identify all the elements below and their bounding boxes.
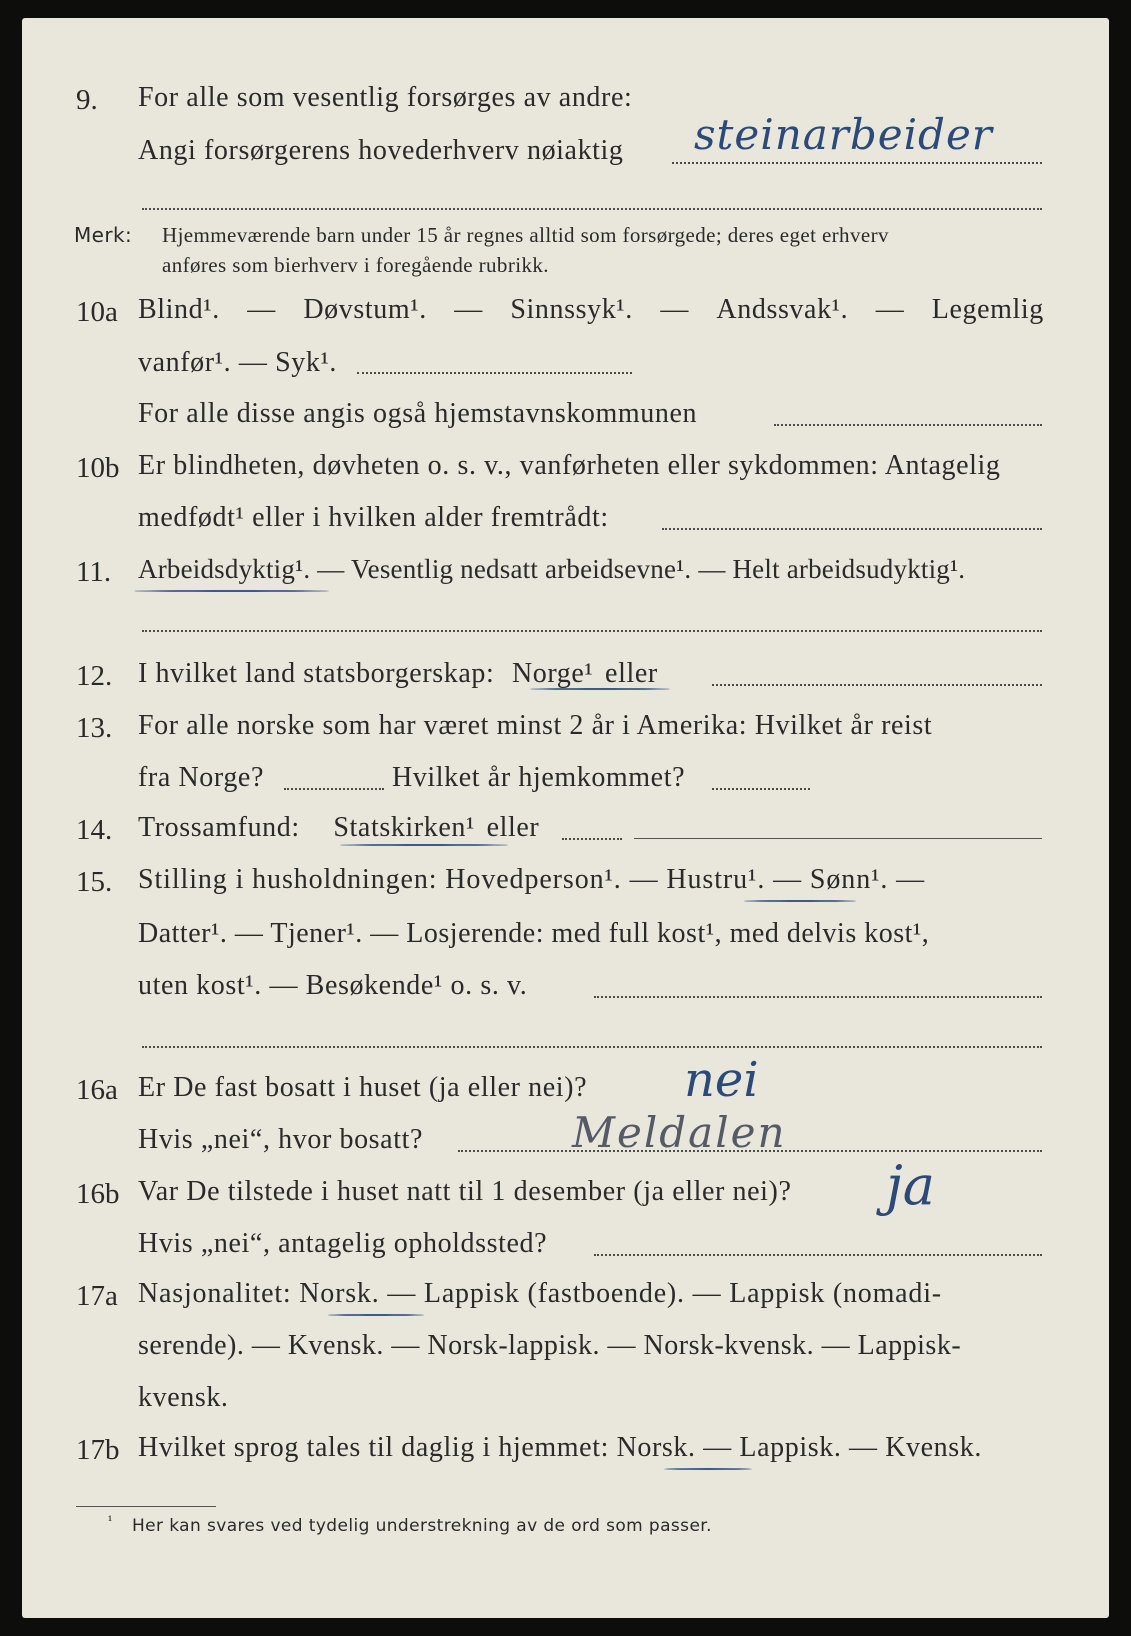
q12-option-norge: Norge¹ [511, 658, 594, 689]
q16b-handwritten-answer1: ja [886, 1154, 935, 1217]
q16a-handwritten-answer2: Meldalen [572, 1108, 787, 1157]
question-number: 17b [76, 1434, 120, 1466]
q10a-word: Sinnssyk¹. [510, 294, 633, 325]
q13-line1: For alle norske som har været minst 2 år i Amerika: Hvilket år reist [138, 710, 933, 741]
q17a-line1: Nasjonalitet: Norsk. — Lappisk (fastboende). — Lappisk (nomadi- [138, 1278, 942, 1309]
answer-line [142, 630, 1042, 632]
handwritten-underline [328, 1314, 424, 1316]
question-number: 10b [76, 452, 120, 484]
q15-line3: uten kost¹. — Besøkende¹ o. s. v. [138, 970, 528, 1001]
q16a-line1: Er De fast bosatt i huset (ja eller nei)? [138, 1072, 588, 1103]
q14-question: Trossamfund: [138, 812, 300, 843]
q10a-word: Legemlig [931, 294, 1044, 325]
answer-line [357, 372, 632, 374]
q14-option-statskirken: Statskirken¹ [333, 812, 475, 843]
question-number: 12. [76, 660, 113, 692]
footnote-mark: ¹ [108, 1514, 113, 1529]
footnote-text: Her kan svares ved tydelig understrekning av de ord som passer. [132, 1516, 712, 1536]
q10a-line3: For alle disse angis også hjemstavnskommunen [138, 398, 698, 429]
handwritten-underline [530, 688, 670, 690]
question-number: 10a [76, 296, 118, 328]
answer-line [712, 788, 810, 790]
answer-line [284, 788, 384, 790]
answer-line [594, 996, 1042, 998]
q10a-word: Andssvak¹. [716, 294, 849, 325]
q17b-line1: Hvilket sprog tales til daglig i hjemmet: Norsk. — Lappisk. — Kvensk. [138, 1432, 982, 1463]
q12-line [138, 658, 658, 690]
answer-line [672, 162, 1042, 164]
q12-question: I hvilket land statsborgerskap: [138, 658, 495, 689]
q15-line1: Stilling i husholdningen: Hovedperson¹. — Hustru¹. — Sønn¹. — [138, 864, 926, 895]
q10a-word: — [875, 294, 905, 325]
q13-line2b: Hvilket år hjemkommet? [392, 762, 686, 793]
handwritten-underline [134, 590, 329, 592]
answer-line [562, 838, 622, 840]
q10a-word: Døvstum¹. [303, 294, 427, 325]
question-number: 9. [76, 84, 98, 116]
q10a-word: — [247, 294, 276, 325]
q10b-line1: Er blindheten, døvheten o. s. v., vanførheten eller sykdommen: Antagelig [138, 450, 1001, 481]
q16b-line1: Var De tilstede i huset natt til 1 desember (ja eller nei)? [138, 1176, 792, 1207]
q14-eller: eller [486, 812, 540, 843]
merk-line1: Hjemmeværende barn under 15 år regnes alltid som forsørgede; deres eget erhverv [162, 223, 889, 247]
q10a-line2: vanfør¹. — Syk¹. [138, 347, 338, 378]
question-number: 16a [76, 1074, 118, 1106]
q10b-line2: medfødt¹ eller i hvilken alder fremtrådt: [138, 502, 609, 533]
q16a-line2: Hvis „nei“, hvor bosatt? [138, 1124, 423, 1155]
question-number: 15. [76, 866, 113, 898]
merk-label: Merk: [74, 223, 133, 247]
answer-line [634, 838, 1042, 839]
q14-line [138, 812, 539, 844]
question-number: 16b [76, 1178, 120, 1210]
handwritten-underline [340, 844, 508, 846]
answer-line [662, 528, 1042, 530]
q10a-word: — [660, 294, 689, 325]
q16a-handwritten-answer1: nei [684, 1052, 759, 1108]
handwritten-underline [744, 900, 856, 902]
q15-line2: Datter¹. — Tjener¹. — Losjerende: med full kost¹, med delvis kost¹, [138, 918, 930, 949]
handwritten-underline [664, 1468, 752, 1470]
q10a-line1 [138, 294, 1044, 326]
q11-line: Arbeidsdyktig¹. — Vesentlig nedsatt arbeidsevne¹. — Helt arbeidsudyktig¹. [138, 554, 966, 584]
q17a-line3: kvensk. [138, 1382, 229, 1413]
question-number: 14. [76, 814, 113, 846]
question-number: 17a [76, 1280, 118, 1312]
merk-line2: anføres som bierhverv i foregående rubrikk. [162, 253, 549, 277]
q10a-word: Blind¹. [138, 294, 220, 325]
q17a-line2: serende). — Kvensk. — Norsk-lappisk. — Norsk-kvensk. — Lappisk- [138, 1330, 962, 1361]
q9-line1: For alle som vesentlig forsørges av andre: [138, 82, 633, 113]
question-number: 11. [76, 556, 112, 588]
q16b-line2: Hvis „nei“, antagelig opholdssted? [138, 1228, 548, 1259]
answer-line [594, 1254, 1042, 1256]
census-form-page [22, 18, 1109, 1618]
q9-handwritten-answer: steinarbeider [694, 110, 993, 159]
answer-line [142, 1046, 1042, 1048]
question-number: 13. [76, 712, 113, 744]
answer-line [774, 424, 1042, 426]
q13-line2a: fra Norge? [138, 762, 264, 793]
q10a-word: — [454, 294, 483, 325]
answer-line [712, 684, 1042, 686]
answer-line [142, 208, 1042, 210]
footnote-rule [76, 1506, 216, 1507]
q9-line2: Angi forsørgerens hovederhverv nøiaktig [138, 135, 624, 166]
q12-eller: eller [605, 658, 658, 689]
